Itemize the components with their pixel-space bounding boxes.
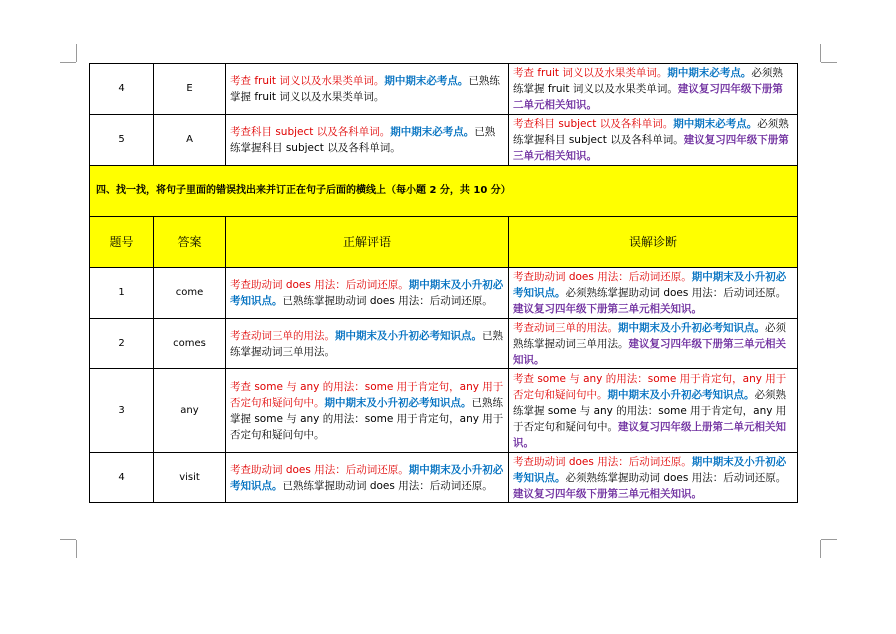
exam-point-text: 考查 fruit 词义以及水果类单词。 <box>513 67 668 79</box>
review-suggestion-text: 建议复习四年级下册第二单元相关知识。 <box>513 83 783 111</box>
correct-comment-cell <box>226 115 509 166</box>
question-number: 5 <box>90 115 154 166</box>
wrong-diagnosis-cell <box>509 319 798 369</box>
answer-cell: E <box>154 64 226 115</box>
mastery-text: 必须熟练掌握科目 subject 以及各科单词。 <box>513 118 789 146</box>
key-point-text: 期中期末及小升初必考知识点。 <box>324 396 472 409</box>
key-point-text: 期中期末及小升初必考知识点。 <box>513 271 787 299</box>
table-row <box>90 453 798 503</box>
table-row <box>90 64 798 115</box>
table-row <box>90 369 798 453</box>
key-point-text: 期中期末必考点。 <box>384 75 469 87</box>
wrong-diagnosis-cell <box>509 64 798 115</box>
mastery-text: 已熟练掌握动词三单用法。 <box>230 329 503 358</box>
crop-mark-bottom-left-h <box>60 539 76 540</box>
exam-point-text: 考查 some 与 any 的用法：some 用于肯定句，any 用于否定句和疑问句中。 <box>230 380 504 409</box>
answer-analysis-table <box>89 63 798 503</box>
exam-point-text: 考查助动词 does 用法：后动词还原。 <box>230 463 409 476</box>
key-point-text: 期中期末必考点。 <box>667 67 752 79</box>
question-number: 2 <box>90 319 154 369</box>
header-answer: 答案 <box>154 217 226 268</box>
review-suggestion-text: 建议复习四年级下册第三单元相关知识。 <box>513 134 789 162</box>
answer-cell: A <box>154 115 226 166</box>
exam-point-text: 考查助动词 does 用法：后动词还原。 <box>513 455 692 468</box>
question-number: 4 <box>90 453 154 503</box>
table-header-row <box>90 217 798 268</box>
mastery-text: 必须熟练掌握助动词 does 用法：后动词还原。 <box>565 287 787 299</box>
crop-mark-bottom-right-v <box>820 540 821 558</box>
correct-comment-cell <box>226 319 509 369</box>
header-question-number: 题号 <box>90 217 154 268</box>
key-point-text: 期中期末及小升初必考知识点。 <box>607 388 755 401</box>
wrong-diagnosis-cell <box>509 369 798 453</box>
mastery-text: 必须熟练掌握动词三单用法。 <box>513 321 786 350</box>
mastery-text: 已熟练掌握助动词 does 用法：后动词还原。 <box>282 479 493 492</box>
mastery-text: 已熟练掌握 some 与 any 的用法：some 用于肯定句，any 用于否定句和疑问句中。 <box>230 396 504 441</box>
exam-point-text: 考查助动词 does 用法：后动词还原。 <box>230 279 409 291</box>
mastery-text: 必须熟练掌握助动词 does 用法：后动词还原。 <box>565 471 787 484</box>
correct-comment-cell <box>226 64 509 115</box>
header-wrong-diagnosis: 误解诊断 <box>509 217 798 268</box>
answer-cell: visit <box>154 453 226 503</box>
wrong-diagnosis-cell <box>509 268 798 319</box>
question-number: 1 <box>90 268 154 319</box>
key-point-text: 期中期末及小升初必考知识点。 <box>513 455 787 484</box>
review-suggestion-text: 建议复习四年级下册第三单元相关知识。 <box>513 337 786 366</box>
mastery-text: 必须熟练掌握 some 与 any 的用法：some 用于肯定句，any 用于否定句和疑问句中。 <box>513 388 787 433</box>
crop-mark-top-left-v <box>76 44 77 62</box>
answer-cell: any <box>154 369 226 453</box>
header-correct-comment: 正解评语 <box>226 217 509 268</box>
review-suggestion-text: 建议复习四年级下册第三单元相关知识。 <box>513 303 702 315</box>
key-point-text: 期中期末及小升初必考知识点。 <box>230 279 504 307</box>
table-row <box>90 115 798 166</box>
exam-point-text: 考查科目 subject 以及各科单词。 <box>513 118 674 130</box>
exam-point-text: 考查助动词 does 用法：后动词还原。 <box>513 271 692 283</box>
exam-point-text: 考查科目 subject 以及各科单词。 <box>230 126 391 138</box>
key-point-text: 期中期末必考点。 <box>673 118 758 130</box>
exam-point-text: 考查 some 与 any 的用法：some 用于肯定句，any 用于否定句和疑问句中。 <box>513 372 787 401</box>
table-row <box>90 268 798 319</box>
mastery-text: 已熟练掌握助动词 does 用法：后动词还原。 <box>282 295 493 307</box>
table-row <box>90 319 798 369</box>
review-suggestion-text: 建议复习四年级下册第三单元相关知识。 <box>513 487 702 500</box>
mastery-text: 已熟练掌握科目 subject 以及各科单词。 <box>230 126 496 154</box>
key-point-text: 期中期末及小升初必考知识点。 <box>618 321 765 334</box>
review-suggestion-text: 建议复习四年级上册第二单元相关知识。 <box>513 420 786 449</box>
correct-comment-cell <box>226 369 509 453</box>
question-number: 3 <box>90 369 154 453</box>
crop-mark-top-right-v <box>820 44 821 62</box>
question-number: 4 <box>90 64 154 115</box>
key-point-text: 期中期末及小升初必考知识点。 <box>335 329 482 342</box>
mastery-text: 已熟练掌握 fruit 词义以及水果类单词。 <box>230 75 500 103</box>
section-heading-row <box>90 166 798 217</box>
wrong-diagnosis-cell <box>509 453 798 503</box>
exam-point-text: 考查 fruit 词义以及水果类单词。 <box>230 75 385 87</box>
crop-mark-bottom-left-v <box>76 540 77 558</box>
correct-comment-cell <box>226 268 509 319</box>
key-point-text: 期中期末及小升初必考知识点。 <box>230 463 504 492</box>
crop-mark-top-right-h <box>821 62 837 63</box>
exam-point-text: 考查动词三单的用法。 <box>230 329 335 342</box>
crop-mark-top-left-h <box>60 62 76 63</box>
correct-comment-cell <box>226 453 509 503</box>
section-title: 四、找一找，将句子里面的错误找出来并订正在句子后面的横线上（每小题 2 分，共 10 分） <box>90 166 798 217</box>
exam-point-text: 考查动词三单的用法。 <box>513 321 618 334</box>
wrong-diagnosis-cell <box>509 115 798 166</box>
mastery-text: 必须熟练掌握 fruit 词义以及水果类单词。 <box>513 67 783 95</box>
answer-cell: come <box>154 268 226 319</box>
crop-mark-bottom-right-h <box>821 539 837 540</box>
answer-cell: comes <box>154 319 226 369</box>
key-point-text: 期中期末必考点。 <box>390 126 475 138</box>
